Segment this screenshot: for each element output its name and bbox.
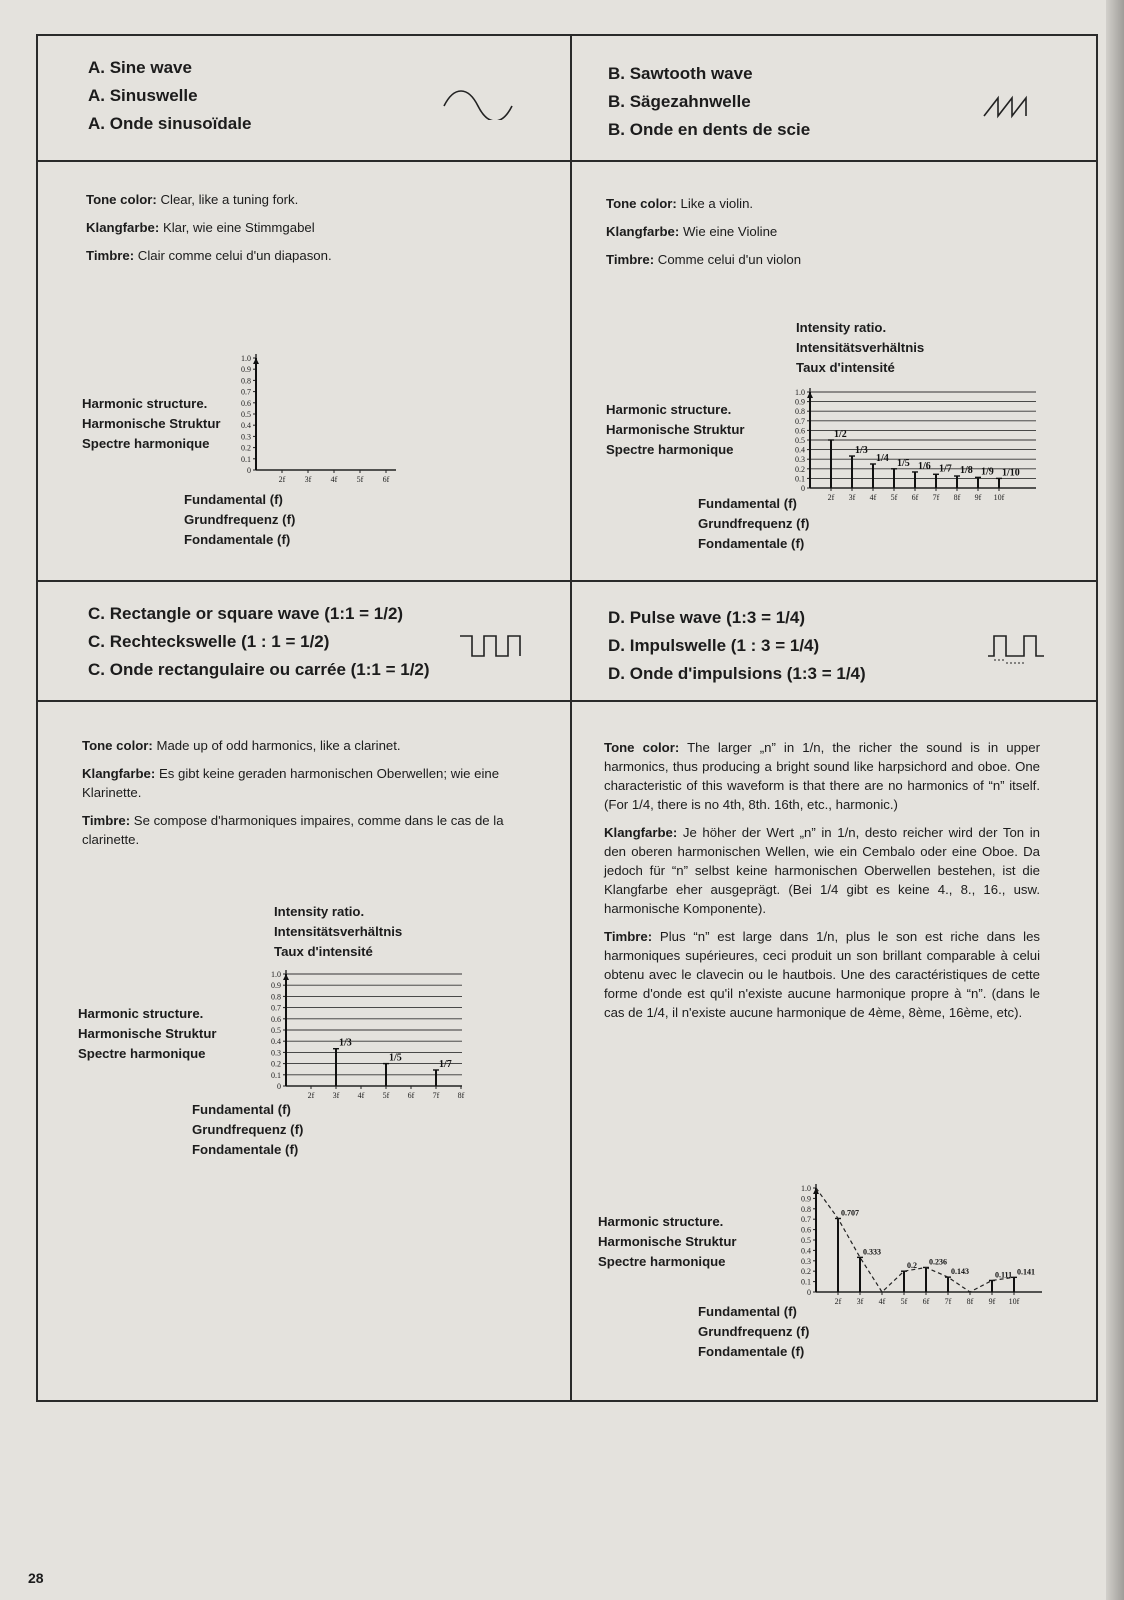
x-tick-label: 9f [988,1297,996,1306]
intensity-labels-b: Intensity ratio. Intensitätsverhältnis Taux d'intensité [796,320,925,375]
title-de: C. Rechteckswelle (1 : 1 = 1/2) [88,632,330,651]
x-tick-label: 4f [330,475,338,484]
sawtooth-wave-icon [982,94,1042,120]
section-a-description [86,190,546,274]
y-tick-label: 0.1 [271,1070,281,1080]
x-tick-label: 5f [356,475,364,484]
bar-arrowhead [283,974,289,980]
section-b-description [606,194,1066,278]
x-tick-label: 7f [432,1091,440,1100]
tone-en: Tone color: Clear, like a tuning fork. [86,192,299,207]
fundamental-labels-c: Fundamental (f) Grundfrequenz (f) Fondamentale (f) [192,1102,304,1157]
sawtooth-harmonic-chart [762,376,1092,514]
x-tick-label: 3f [304,475,312,484]
x-tick-label: 2f [278,475,286,484]
x-tick-label: 6f [911,493,919,502]
y-tick-label: 0.5 [241,410,251,419]
tone-de: Klangfarbe: Klar, wie eine Stimmgabel [86,220,315,235]
title-de: D. Impulswelle (1 : 3 = 1/4) [608,636,820,655]
y-tick-label: 0 [801,484,805,493]
y-tick-label: 0.2 [801,1267,811,1277]
y-tick-label: 0.7 [801,1215,811,1225]
row-divider-3 [38,700,1096,702]
pulse-wave-icon [984,632,1054,668]
x-tick-label: 4f [869,493,877,502]
data-label: 1/7 [439,1058,452,1070]
data-label: 1/8 [960,465,973,476]
intensity-labels-c: Intensity ratio. Intensitätsverhältnis Taux d'intensité [274,904,403,959]
x-tick-label: 6f [407,1091,415,1100]
y-tick-label: 0.4 [801,1246,811,1256]
sine-harmonic-chart [226,346,466,506]
title-fr: B. Onde en dents de scie [608,120,811,139]
harmonic-labels-b: Harmonic structure. Harmonische Struktur Spectre harmonique [606,402,745,457]
y-tick-label: 0.6 [241,398,251,408]
envelope-curve [816,1188,1014,1292]
y-tick-label: 1.0 [241,354,251,363]
y-tick-label: 0.9 [241,365,251,375]
y-tick-label: 0.3 [271,1048,281,1058]
data-label: 0.236 [929,1257,947,1267]
x-tick-label: 9f [974,493,982,502]
page-number: 28 [28,1570,44,1586]
harmonic-labels-a: Harmonic structure. Harmonische Struktur Spectre harmonique [82,396,221,451]
x-tick-label: 7f [944,1297,952,1306]
y-tick-label: 0.6 [795,426,805,436]
x-tick-label: 4f [357,1091,365,1100]
y-tick-label: 1.0 [795,388,805,397]
title-fr: C. Onde rectangulaire ou carrée (1:1 = 1/2) [88,660,430,679]
section-d-description [604,738,1040,1031]
y-tick-label: 0.7 [241,387,251,397]
x-tick-label: 7f [932,493,940,502]
fundamental-labels-d: Fundamental (f) Grundfrequenz (f) Fondamentale (f) [698,1304,810,1359]
section-a-titles [88,54,251,138]
title-en: B. Sawtooth wave [608,64,753,83]
x-tick-label: 2f [307,1091,315,1100]
square-wave-icon [458,632,528,660]
tone-fr: Timbre: Plus “n” est large dans 1/n, plus le son est riche dans les harmoniques supérieures, ceci produit un son brillant comparable à celui obtenu avec le clavecin ou le hautbois. Une des caractéristiques de cette forme d'onde est qu'il n'existe aucune harmonique propre à “n”. (dans le cas de 1/4, il n'existe aucune harmonique de 4ème, 8ème, 16ème, etc). [604,929,1040,1020]
data-label: 0.333 [863,1247,881,1257]
data-label: 1/4 [876,453,889,464]
x-tick-label: 8f [953,493,961,502]
data-label: 0.707 [841,1208,859,1218]
bar-arrowhead [253,358,259,364]
y-tick-label: 0.3 [241,432,251,442]
title-en: C. Rectangle or square wave (1:1 = 1/2) [88,604,404,623]
y-tick-label: 0.2 [271,1059,281,1069]
y-tick-label: 0.5 [795,436,805,445]
tone-de: Klangfarbe: Je höher der Wert „n” in 1/n, desto reicher wird der Ton in den oberen harmonischen Wellen, wie ein Cembalo oder eine Oboe. Da jedoch für “n” selbst keine harmonischen Oberwellen bestehen, ist die Klangfarbe eher ausgeprägt. (Bei 1/4 gibt es keine 4., 8., 16., usw. harmonische Komponente). [604,825,1040,916]
section-c-titles [88,600,430,684]
x-tick-label: 6f [382,475,390,484]
tone-de: Klangfarbe: Es gibt keine geraden harmonischen Oberwellen; wie eine Klarinette. [82,766,500,800]
section-d-titles [608,604,866,688]
data-label: 1/3 [855,445,868,457]
x-tick-label: 8f [966,1297,974,1306]
y-tick-label: 0.9 [271,981,281,991]
y-tick-label: 1.0 [271,970,281,979]
y-tick-label: 0.7 [271,1003,281,1013]
row-divider-1 [38,160,1096,162]
y-tick-label: 0.8 [795,407,805,417]
column-divider [570,36,572,1400]
pulse-harmonic-chart [762,1172,1092,1316]
x-tick-label: 10f [993,493,1005,502]
x-tick-label: 5f [900,1297,908,1306]
tone-en: Tone color: Made up of odd harmonics, like a clarinet. [82,738,401,753]
y-tick-label: 0.5 [801,1236,811,1245]
page-edge-shadow [1106,0,1124,1600]
data-label: 1/5 [897,457,910,469]
x-tick-label: 3f [332,1091,340,1100]
title-fr: A. Onde sinusoïdale [88,114,252,133]
tone-fr: Timbre: Comme celui d'un violon [606,252,802,267]
y-tick-label: 0.2 [241,443,251,453]
title-de: A. Sinuswelle [88,86,198,105]
y-tick-label: 0.1 [795,474,805,484]
x-tick-label: 2f [827,493,835,502]
x-tick-label: 8f [457,1091,465,1100]
x-tick-label: 6f [922,1297,930,1306]
y-tick-label: 0.4 [795,445,805,455]
tone-fr: Timbre: Clair comme celui d'un diapason. [86,248,332,263]
row-divider-2 [38,580,1096,582]
y-tick-label: 0.4 [271,1037,281,1047]
x-tick-label: 3f [848,493,856,502]
data-label: 1/2 [834,429,847,440]
y-tick-label: 0.1 [241,454,251,464]
data-label: 0.141 [1017,1267,1035,1277]
tone-en: Tone color: The larger „n” in 1/n, the richer the sound is in upper harmonics, thus producing a bright sound like harpsichord and oboe. One characteristic of this waveform is that there are no harmonics of “n” itself. (For 1/4, there is no 4th, 8th. 16th, etc., harmonic.) [604,740,1040,812]
data-label: 0.2 [907,1261,917,1271]
data-label: 1/9 [981,466,994,478]
data-label: 1/10 [1002,467,1020,479]
harmonic-labels-c: Harmonic structure. Harmonische Struktur Spectre harmonique [78,1006,217,1061]
data-label: 0.143 [951,1267,969,1277]
fundamental-labels-b: Fundamental (f) Grundfrequenz (f) Fondamentale (f) [698,496,810,551]
section-b-titles [608,60,810,144]
sine-wave-icon [442,90,522,120]
y-tick-label: 0.3 [795,455,805,465]
y-tick-label: 0 [807,1288,811,1297]
y-tick-label: 0.8 [801,1204,811,1214]
harmonic-labels-d: Harmonic structure. Harmonische Struktur Spectre harmonique [598,1214,737,1269]
tone-en: Tone color: Like a violin. [606,196,754,211]
data-label: 1/5 [389,1052,402,1064]
data-label: 1/7 [939,463,952,475]
x-tick-label: 4f [878,1297,886,1306]
waveform-table [36,34,1098,1402]
y-tick-label: 0.8 [271,992,281,1002]
x-tick-label: 3f [856,1297,864,1306]
x-tick-label: 10f [1008,1297,1020,1306]
data-label: 0.111 [995,1270,1013,1280]
fundamental-labels-a: Fundamental (f) Grundfrequenz (f) Fondamentale (f) [184,492,296,547]
y-tick-label: 0.5 [271,1026,281,1035]
y-tick-label: 0.7 [795,416,805,426]
y-tick-label: 0.9 [801,1194,811,1204]
y-tick-label: 0.3 [801,1256,811,1266]
y-tick-label: 0.4 [241,421,251,431]
y-tick-label: 0.1 [801,1277,811,1287]
x-tick-label: 5f [382,1091,390,1100]
title-de: B. Sägezahnwelle [608,92,751,111]
tone-fr: Timbre: Se compose d'harmoniques impaires, comme dans le cas de la clarinette. [82,813,504,847]
y-tick-label: 0 [247,466,251,475]
section-c-description [82,736,522,858]
x-tick-label: 2f [834,1297,842,1306]
y-tick-label: 0 [277,1082,281,1091]
bar-arrowhead [807,392,813,398]
y-tick-label: 0.9 [795,397,805,407]
y-tick-label: 0.6 [271,1014,281,1024]
y-tick-label: 0.8 [241,376,251,386]
y-tick-label: 0.2 [795,464,805,474]
x-tick-label: 5f [890,493,898,502]
data-label: 1/6 [918,460,931,472]
title-en: A. Sine wave [88,58,192,77]
title-fr: D. Onde d'impulsions (1:3 = 1/4) [608,664,866,683]
y-tick-label: 0.6 [801,1225,811,1235]
title-en: D. Pulse wave (1:3 = 1/4) [608,608,806,627]
tone-de: Klangfarbe: Wie eine Violine [606,224,778,239]
y-tick-label: 1.0 [801,1184,811,1193]
data-label: 1/3 [339,1037,352,1049]
square-harmonic-chart [238,958,498,1108]
